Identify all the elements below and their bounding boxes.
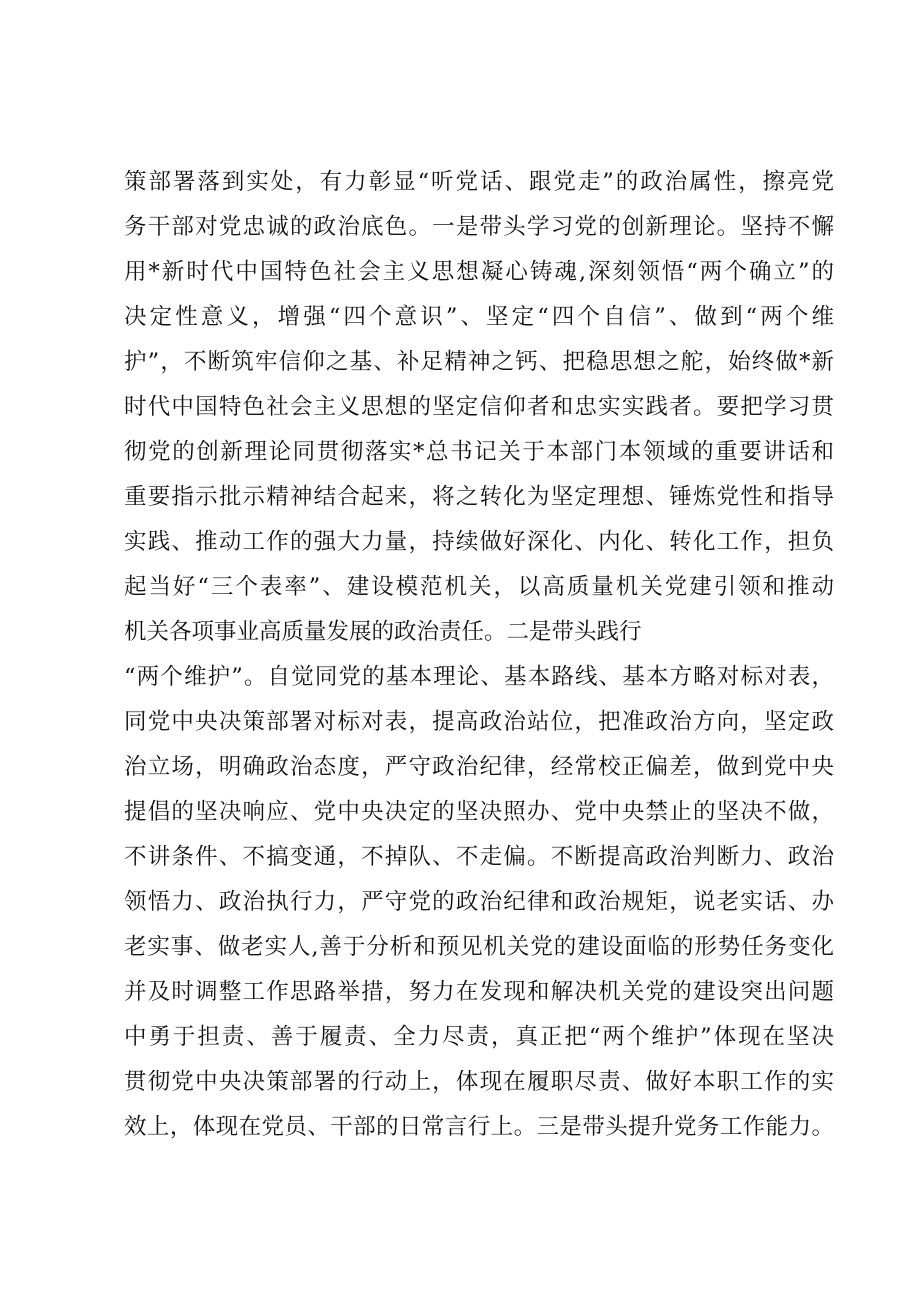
- text-line: “两个维护”。自觉同党的基本理论、基本路线、基本方略对标对表，: [124, 664, 834, 690]
- text-line: 贯彻党中央决策部署的行动上，体现在履职尽责、做好本职工作的实: [124, 1069, 834, 1095]
- text-line: 提倡的坚决响应、党中央决定的坚决照办、党中央禁止的坚决不做，: [124, 799, 834, 825]
- text-line: 领悟力、政治执行力，严守党的政治纪律和政治规矩，说老实话、办: [124, 889, 834, 915]
- text-line: 实践、推动工作的强大力量，持续做好深化、内化、转化工作，担负: [124, 529, 834, 555]
- text-line: 护”，不断筑牢信仰之基、补足精神之钙、把稳思想之舵，始终做*新: [124, 349, 834, 375]
- text-line: 同党中央决策部署对标对表，提高政治站位，把准政治方向，坚定政: [124, 709, 834, 735]
- text-line: 老实事、做老实人,善于分析和预见机关党的建设面临的形势任务变化: [124, 934, 834, 960]
- text-line: 重要指示批示精神结合起来，将之转化为坚定理想、锤炼党性和指导: [124, 484, 834, 510]
- text-line: 务干部对党忠诚的政治底色。一是带头学习党的创新理论。坚持不懈: [124, 214, 834, 240]
- text-line: 策部署落到实处，有力彰显“听党话、跟党走”的政治属性，擦亮党: [124, 169, 834, 195]
- text-line: 用*新时代中国特色社会主义思想凝心铸魂,深刻领悟“两个确立”的: [124, 259, 834, 285]
- text-line: 中勇于担责、善于履责、全力尽责，真正把“两个维护”体现在坚决: [124, 1024, 834, 1050]
- text-line: 彻党的创新理论同贯彻落实*总书记关于本部门本领域的重要讲话和: [124, 439, 834, 465]
- text-line: 决定性意义，增强“四个意识”、坚定“四个自信”、做到“两个维: [124, 304, 834, 330]
- text-line: 治立场，明确政治态度，严守政治纪律，经常校正偏差，做到党中央: [124, 754, 834, 780]
- text-line: 机关各项事业高质量发展的政治责任。二是带头践行: [124, 619, 642, 645]
- text-line: 时代中国特色社会主义思想的坚定信仰者和忠实实践者。要把学习贯: [124, 394, 834, 420]
- text-line: 不讲条件、不搞变通，不掉队、不走偏。不断提高政治判断力、政治: [124, 844, 834, 870]
- text-line: 起当好“三个表率”、建设模范机关，以高质量机关党建引领和推动: [124, 574, 834, 600]
- text-line: 并及时调整工作思路举措，努力在发现和解决机关党的建设突出问题: [124, 979, 834, 1005]
- text-line: 效上，体现在党员、干部的日常言行上。三是带头提升党务工作能力。: [124, 1114, 834, 1140]
